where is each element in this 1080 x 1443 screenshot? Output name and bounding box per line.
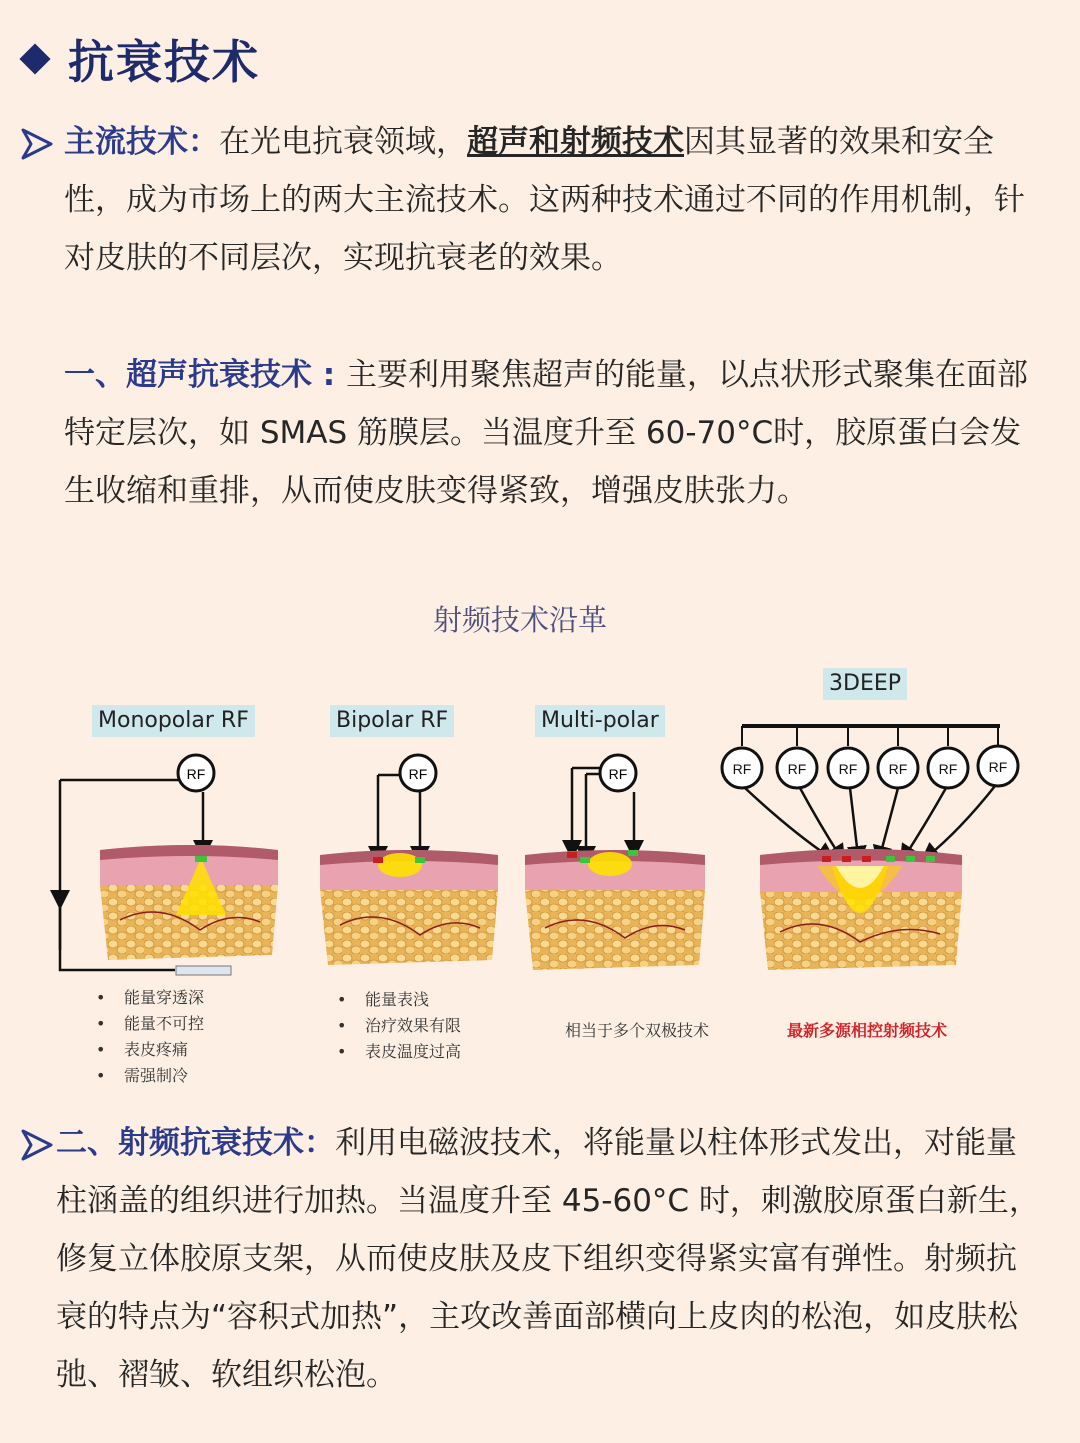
label-3deep: 3DEEP bbox=[823, 668, 907, 700]
rf-electrode-text: RF bbox=[732, 761, 752, 777]
rf-paragraph bbox=[56, 1114, 1046, 1404]
monopolar-illustration bbox=[60, 755, 278, 975]
list-item: • 能量表浅 bbox=[337, 987, 461, 1013]
list-item: • 能量不可控 bbox=[96, 1011, 204, 1037]
page-title: 抗衰技术 bbox=[68, 35, 260, 89]
list-item: • 能量穿透深 bbox=[96, 985, 204, 1011]
list-item: • 表皮疼痛 bbox=[96, 1037, 204, 1063]
rf-electrode-text: RF bbox=[787, 761, 807, 777]
rf-electrode-text: RF bbox=[988, 759, 1008, 775]
list-item: • 需强制冷 bbox=[96, 1063, 204, 1089]
arrow-bullet-icon bbox=[20, 127, 54, 161]
intro-text-b: 因其显著的效果和安全性，成为市场上的两大主流技术。这两种技术通过不同的作用机制，针对皮肤的不同层次，实现抗衰老的效果。 bbox=[64, 124, 1025, 276]
diamond-bullet-icon bbox=[19, 43, 50, 74]
multipolar-caption: 相当于多个双极技术 bbox=[565, 1021, 710, 1040]
bipolar-bullets bbox=[337, 987, 461, 1065]
rf-electrode-text: RF bbox=[838, 761, 858, 777]
rf-electrode-text: RF bbox=[938, 761, 958, 777]
bipolar-illustration bbox=[320, 755, 498, 965]
intro-lead: 主流技术： bbox=[64, 124, 219, 160]
ultrasound-heading: 一、超声抗衰技术 : bbox=[64, 357, 346, 393]
label-bipolar: Bipolar RF bbox=[330, 705, 454, 737]
ultrasound-paragraph bbox=[64, 346, 1049, 520]
rf-evolution-diagram bbox=[0, 660, 1080, 990]
arrow-bullet-icon bbox=[20, 1128, 54, 1162]
label-multipolar: Multi-polar bbox=[535, 705, 665, 737]
multipolar-illustration bbox=[525, 755, 705, 970]
rf-electrode-text: RF bbox=[408, 766, 428, 782]
intro-emphasis: 超声和射频技术 bbox=[467, 124, 684, 160]
intro-text-a: 在光电抗衰领域， bbox=[219, 124, 467, 160]
rf-electrode-text: RF bbox=[608, 766, 628, 782]
title-row bbox=[14, 26, 260, 92]
list-item: • 表皮温度过高 bbox=[337, 1039, 461, 1065]
rf-heading: 二、射频抗衰技术： bbox=[56, 1125, 335, 1161]
diagram-title: 射频技术沿革 bbox=[432, 603, 607, 637]
rf-electrode-text: RF bbox=[888, 761, 908, 777]
3deep-caption: 最新多源相控射频技术 bbox=[787, 1021, 948, 1040]
monopolar-bullets bbox=[96, 985, 204, 1089]
ultrasound-text: 主要利用聚焦超声的能量，以点状形式聚集在面部特定层次，如 SMAS 筋膜层。当温度升至 60-70°C时，胶原蛋白会发生收缩和重排，从而使皮肤变得紧致，增强皮肤张力。 bbox=[64, 357, 1028, 509]
rf-text: 利用电磁波技术，将能量以柱体形式发出，对能量柱涵盖的组织进行加热。当温度升至 45-60°C 时，刺激胶原蛋白新生，修复立体胶原支架，从而使皮肤及皮下组织变得紧实富有弹性。射频抗衰的特点为“容积式加热”，主攻改善面部横向上皮肉的松泡，如皮肤松弛、褶皱、软组织松泡。 bbox=[56, 1125, 1040, 1393]
list-item: • 治疗效果有限 bbox=[337, 1013, 461, 1039]
3deep-illustration bbox=[722, 726, 1018, 970]
label-monopolar: Monopolar RF bbox=[92, 705, 255, 737]
rf-electrode-text: RF bbox=[186, 766, 206, 782]
intro-paragraph bbox=[64, 113, 1049, 287]
